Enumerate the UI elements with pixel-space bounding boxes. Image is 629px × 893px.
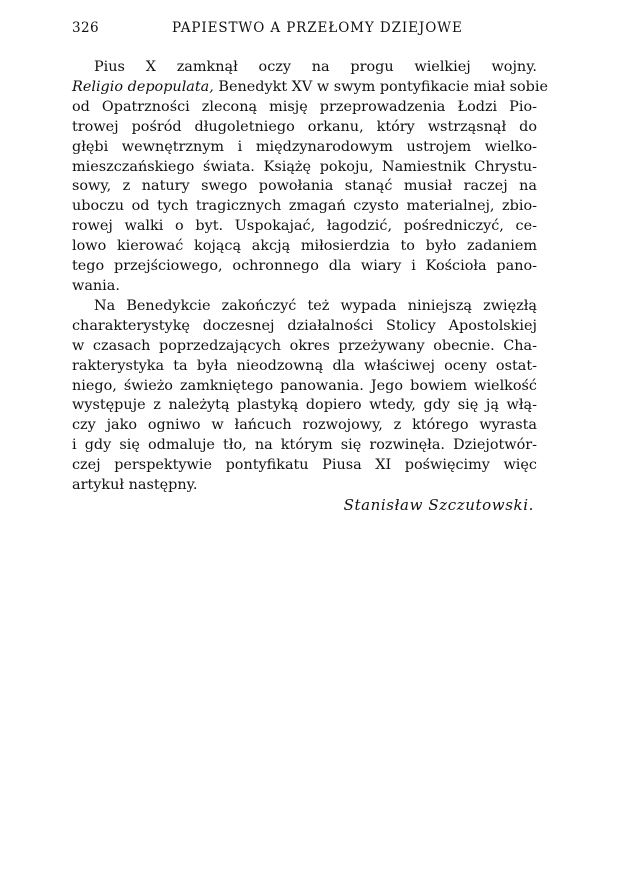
latin-phrase: Religio depopulata, <box>72 78 214 95</box>
text-line: niego, świeżo zamkniętego panowania. Jego bowiem wielkość <box>72 377 537 394</box>
text-line: mieszczańskiego świata. Książę pokoju, Namiestnik Chrystu- <box>72 158 537 175</box>
text-line: charakterystykę doczesnej działalności Stolicy Apostolskiej <box>72 317 537 334</box>
text-line: trowej pośród długoletniego orkanu, który wstrząsnął do <box>72 118 537 135</box>
text-line: rowej walki o byt. Uspokajać, łagodzić, pośredniczyć, ce- <box>72 218 537 235</box>
page-number: 326 <box>72 20 99 36</box>
text-line: czy jako ogniwo w łańcuch rozwojowy, z którego wyrasta <box>72 417 537 434</box>
text-line: i gdy się odmaluje tło, na którym się rozwinęła. Dziejotwór- <box>72 437 537 454</box>
author-signature: Stanisław Szczutowski. <box>343 496 534 514</box>
text-line: lowo kierować kojącą akcją miłosierdzia to było zadaniem <box>72 238 537 255</box>
text-fragment: Benedykt XV w swym pontyfikacie miał sobie <box>218 78 548 95</box>
text-line: Pius X zamknął oczy na progu wielkiej wojny. <box>94 59 537 75</box>
text-line: w czasach poprzedzających okres przeżywany obecnie. Cha- <box>72 337 537 354</box>
body-text <box>72 58 548 496</box>
text-line: występuje z należytą plastyką dopiero wtedy, gdy się ją włą- <box>72 397 537 414</box>
text-line: czej perspektywie pontyfikatu Piusa XI poświęcimy więc <box>72 457 537 474</box>
text-line: artykuł następny. <box>72 477 198 494</box>
text-line: tego przejściowego, ochronnego dla wiary i Kościoła pano- <box>72 258 537 275</box>
text-line: wania. <box>72 277 120 294</box>
text-line: uboczu od tych tragicznych zmagań czysto materialnej, zbio- <box>72 198 537 215</box>
text-line: głębi wewnętrznym i międzynarodowym ustrojem wielko- <box>72 138 537 155</box>
text-line: rakterystyka ta była nieodzowną dla właściwej oceny ostat- <box>72 357 537 374</box>
paragraph-1 <box>72 58 548 297</box>
text-line <box>72 78 548 98</box>
text-line: Na Benedykcie zakończyć też wypada niniejszą zwięzłą <box>94 297 537 314</box>
text-line: sowy, z natury swego powołania stanąć musiał raczej na <box>72 178 537 195</box>
running-head <box>72 20 537 38</box>
text-line: od Opatrzności zleconą misję przeprowadzenia Łodzi Pio- <box>72 98 537 115</box>
paragraph-2 <box>72 297 537 496</box>
running-head-title: PAPIESTWO A PRZEŁOMY DZIEJOWE <box>172 20 463 36</box>
